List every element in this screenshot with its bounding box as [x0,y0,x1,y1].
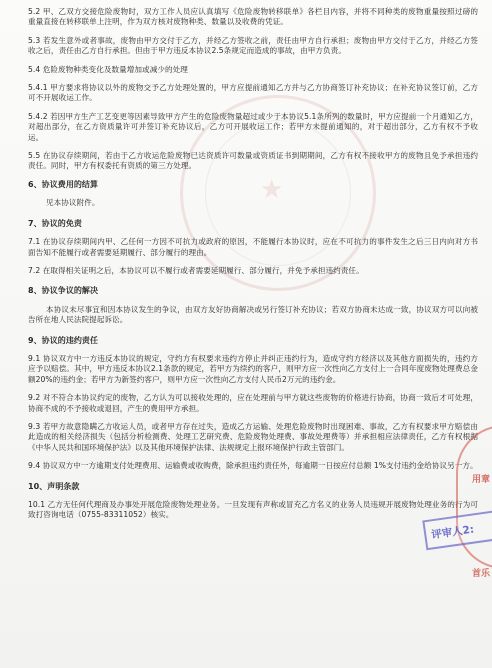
red-seal-text-2: 首乐 [471,569,490,579]
red-seal-text-1: 用章 [471,475,490,485]
clause-5-2: 5.2 甲、乙双方交接危险废物时，双方工作人员应认真填写《危险废物转移联单》各栏目内容，并将不同种类的废物重量按照过磅的重量直接在转移联单上注明，作为双方核对废物种类、数量以及收费的凭证。 [28,7,478,27]
section-10-heading: 10、声明条款 [28,481,80,491]
clause-10-1: 10.1 乙方无任何代理商及办事处开展危险废物处理业务。一旦发现有声称或冒充乙方名义的业务人员违规开展废物处理业务的行为可致打咨询电话（0755-83311052）核实。 [28,500,478,520]
section-8-text: 本协议未尽事宜和因本协议发生的争议，由双方友好协商解决或另行签订补充协议；若双方协商未达成一致，协议双方可以向被告所在地人民法院提起诉讼。 [28,304,478,325]
seal-star-icon: ★ [260,175,284,205]
clause-5-3: 5.3 若发生意外或者事故，废物由甲方交付于乙方，并经乙方签收之前，责任由甲方自行承担；废物由甲方交付于乙方，并经乙方签收之后，责任由乙方自行承担。但由于甲方违反本协议2.5条规定而造成的事故，由甲方负责。 [28,35,478,56]
clause-9-1: 9.1 协议双方中一方违反本协议的规定，守约方有权要求违约方停止并纠正违约行为，造成守约方经济以及其他方面损失的，违约方应予以赔偿。其中，甲方违反本协议2.1条款的规定，若甲方为续约的客户，则甲方应一次性向乙方支付上一合同年度废物处理费总金额20%的违约金；若甲方为新签约客户，则甲方应一次性向乙方支付人民币2万元的违约金。 [28,353,478,384]
clause-9-3: 9.3 若甲方故意隐瞒乙方收运人员，或者甲方存在过失，造成乙方运输、处理危险废物时出现困难、事故，乙方有权要求甲方赔偿由此造成的相关经济损失（包括分析检测费、处理工艺研究费、危险废物处理费、事故处理费等）并承担相应法律责任，乙方有权根据《中华人民共和国环境保护法》以及其他环境保护法律、法规规定上报环境保护行政主管部门。 [28,421,478,452]
section-6-heading: 6、协议费用的结算 [28,179,99,189]
clause-5-4-1: 5.4.1 甲方要求将协议以外的废物交予乙方处理处置的，甲方应提前通知乙方并与乙方协商签订补充协议；在补充协议签订前，乙方可不开展收运工作。 [28,83,478,103]
clause-9-4: 9.4 协议双方中一方逾期支付处理费用、运输费或收购费，除承担违约责任外，每逾期一日按应付总额 1%支付违约金给协议另一方。 [28,461,478,471]
clause-5-5: 5.5 在协议存续期间，若由于乙方收运危险废物已达资质许可数量或资质证书到期期间，乙方有权不接收甲方的废物且免予承担违约责任。同时，甲方有权委托有资质的第三方处理。 [28,151,478,171]
clause-5-4-2: 5.4.2 若因甲方生产工艺变更等因素导致甲方产生的危险废物量超过或少于本协议5.1条所列的数量时，甲方应提前一个月通知乙方，对超出部分，在乙方资质量许可并签订补充协议后，乙方可开展收运工作；若甲方未提前通知的，对于超出部分，乙方有权不予收运。 [28,111,478,142]
clause-5-4-heading: 5.4 危险废物种类变化及数量增加或减少的处理 [28,64,188,74]
reviewer-stamp: 评审人2: [422,510,492,551]
clause-7-1: 7.1 在协议存续期间内甲、乙任何一方因不可抗力或政府的原因，不能履行本协议时，应在不可抗力的事件发生之后三日内向对方书面告知不能履行或者需要延期履行、部分履行的理由。 [28,237,478,257]
section-9-heading: 9、协议的违约责任 [28,335,99,345]
section-8-heading: 8、协议争议的解决 [28,286,99,296]
clause-9-2: 9.2 对不符合本协议约定的废物，乙方认为可以接收处理的，应在处理前与甲方就这些废物的价格进行协商，协商一致后才可处理，协商不成的不予接收或退回，产生的费用甲方承担。 [28,393,478,413]
section-6-text: 见本协议附件。 [46,198,100,208]
clause-7-2: 7.2 在取得相关证明之后，本协议可以不履行或者需要延期履行、部分履行，并免予承担违约责任。 [28,265,364,275]
document-body [28,7,478,529]
section-7-heading: 7、协议的免责 [28,218,82,228]
